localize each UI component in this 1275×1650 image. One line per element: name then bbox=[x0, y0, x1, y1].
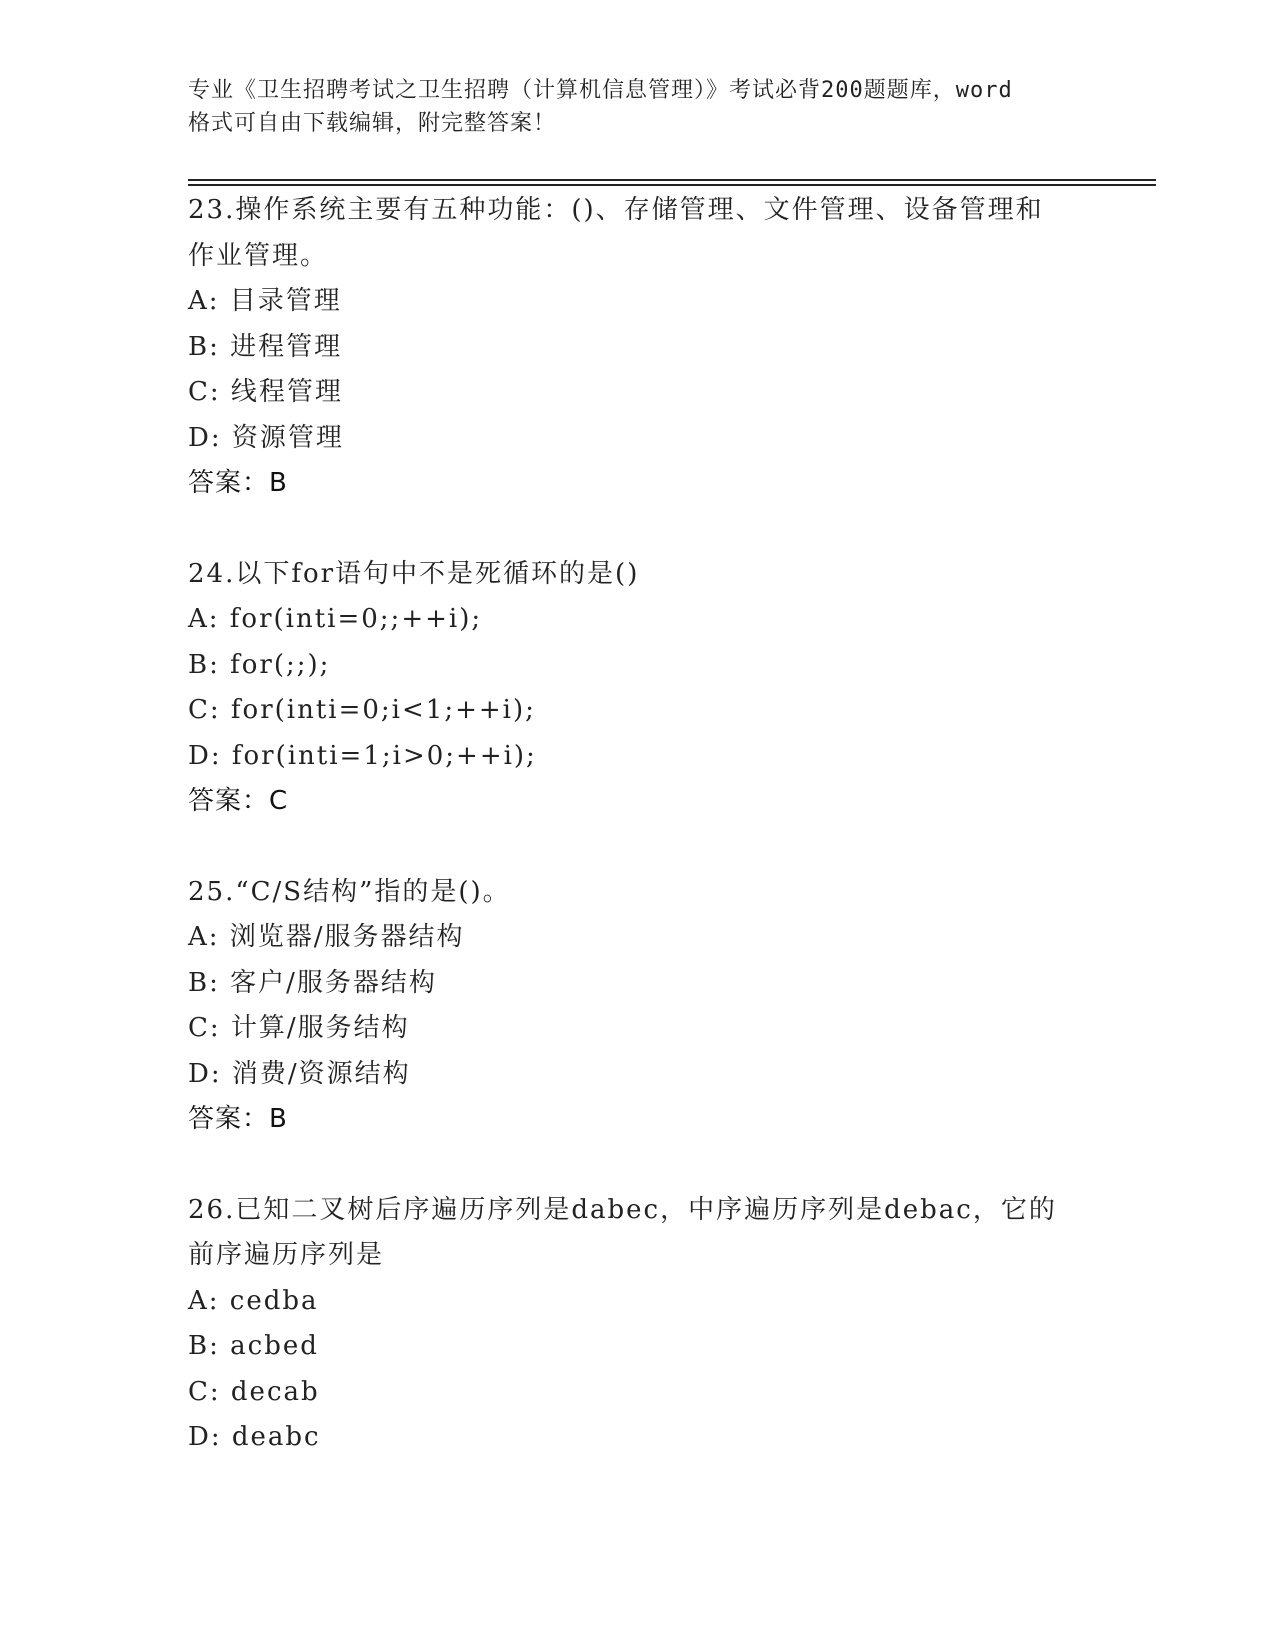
option-d: D: deabc bbox=[188, 1422, 321, 1452]
question-text: 25.“C/S结构”指的是()。 bbox=[188, 876, 511, 907]
option-c: C: 计算/服务结构 bbox=[188, 1013, 410, 1043]
header-divider-bottom bbox=[188, 184, 1156, 186]
question-text-cont: 作业管理。 bbox=[188, 240, 329, 271]
option-a: A: cedba bbox=[188, 1285, 319, 1316]
header-line-1: 专业《卫生招聘考试之卫生招聘（计算机信息管理）》考试必背200题题库，word bbox=[188, 78, 1013, 103]
option-b: B: 客户/服务器结构 bbox=[188, 967, 437, 998]
question-24 bbox=[188, 552, 1088, 825]
question-text-cont: 前序遍历序列是 bbox=[188, 1240, 385, 1270]
option-d: D: for(inti=1;i>0;++i); bbox=[188, 740, 537, 771]
option-b: B: 进程管理 bbox=[188, 331, 343, 362]
option-a: A: for(inti=0;;++i); bbox=[188, 604, 483, 634]
option-d: D: 消费/资源结构 bbox=[188, 1058, 411, 1089]
option-d: D: 资源管理 bbox=[188, 422, 344, 453]
question-list bbox=[188, 188, 1088, 1506]
answer: 答案：C bbox=[188, 786, 289, 816]
question-text: 23.操作系统主要有五种功能：()、存储管理、文件管理、设备管理和 bbox=[188, 195, 1044, 225]
option-b: B: acbed bbox=[188, 1331, 319, 1361]
question-26 bbox=[188, 1188, 1088, 1461]
option-c: C: 线程管理 bbox=[188, 377, 343, 407]
option-c: C: for(inti=0;i<1;++i); bbox=[188, 695, 536, 725]
header-divider-top bbox=[188, 179, 1156, 181]
answer: 答案：B bbox=[188, 1104, 288, 1134]
question-25 bbox=[188, 870, 1088, 1143]
option-a: A: 浏览器/服务器结构 bbox=[188, 922, 465, 952]
question-23 bbox=[188, 188, 1088, 507]
answer: 答案：B bbox=[188, 468, 288, 498]
document-header bbox=[188, 74, 1088, 140]
header-line-2: 格式可自由下载编辑，附完整答案！ bbox=[188, 111, 557, 136]
option-c: C: decab bbox=[188, 1376, 320, 1407]
option-b: B: for(;;); bbox=[188, 649, 331, 680]
question-text: 26.已知二叉树后序遍历序列是dabec，中序遍历序列是debac，它的 bbox=[188, 1194, 1057, 1225]
question-text: 24.以下for语句中不是死循环的是() bbox=[188, 558, 640, 589]
option-a: A: 目录管理 bbox=[188, 286, 342, 316]
